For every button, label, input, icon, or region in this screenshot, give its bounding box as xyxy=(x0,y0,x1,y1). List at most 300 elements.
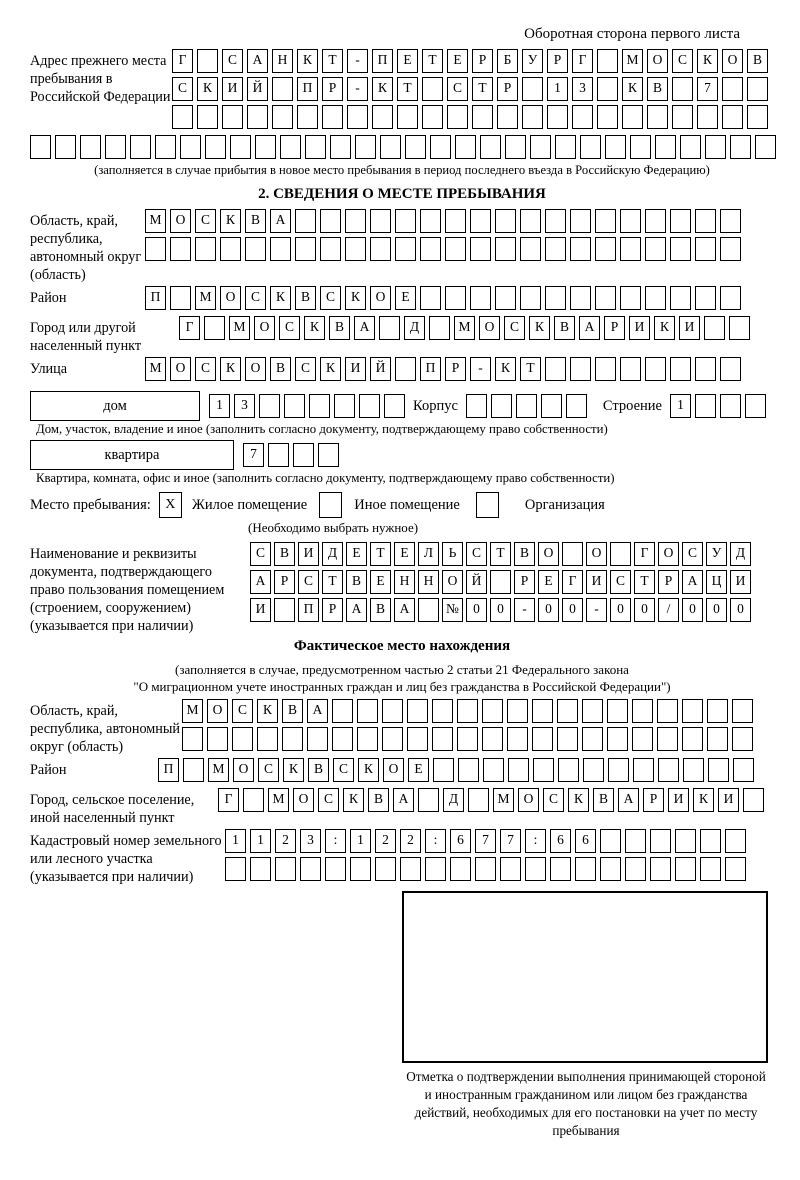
confirmation-stamp-box xyxy=(402,891,768,1063)
char-grid-row xyxy=(145,357,741,381)
char-cell: О xyxy=(647,49,668,73)
char-grid-row xyxy=(182,727,753,751)
char-cell: У xyxy=(522,49,543,73)
stay-type-note: (Необходимо выбрать нужное) xyxy=(248,520,419,535)
char-cell xyxy=(395,357,416,381)
char-cell xyxy=(407,727,428,751)
char-grid-row xyxy=(145,286,741,310)
char-cell: Т xyxy=(520,357,541,381)
char-cell xyxy=(425,857,446,881)
char-cell xyxy=(422,105,443,129)
char-cell: П xyxy=(158,758,179,782)
char-cell xyxy=(418,598,439,622)
field-district xyxy=(30,286,774,314)
char-cell xyxy=(645,286,666,310)
char-cell xyxy=(682,699,703,723)
char-cell: 0 xyxy=(682,598,703,622)
char-cell xyxy=(545,237,566,261)
char-cell xyxy=(400,857,421,881)
char-cell: О xyxy=(586,542,607,566)
char-cell: Т xyxy=(322,49,343,73)
char-cell xyxy=(243,788,264,812)
char-cell: К xyxy=(320,357,341,381)
char-cell xyxy=(720,286,741,310)
char-cell xyxy=(420,286,441,310)
char-cell: К xyxy=(372,77,393,101)
previous-address-caption: (заполняется в случае прибытия в новое место пребывания в период последнего въезда в Российскую Федерацию) xyxy=(94,163,710,177)
char-cell: Н xyxy=(394,570,415,594)
char-cell xyxy=(533,758,554,782)
char-grid-row xyxy=(250,570,751,594)
char-cell: П xyxy=(420,357,441,381)
char-cell xyxy=(516,394,537,418)
char-cell: С xyxy=(610,570,631,594)
char-cell xyxy=(372,105,393,129)
char-cell: - xyxy=(470,357,491,381)
char-cell xyxy=(645,237,666,261)
char-cell xyxy=(466,394,487,418)
char-grid-row xyxy=(250,542,751,566)
char-cell xyxy=(350,857,371,881)
char-cell xyxy=(450,857,471,881)
char-cell: И xyxy=(586,570,607,594)
char-cell xyxy=(562,542,583,566)
char-cell: О xyxy=(538,542,559,566)
char-cell: И xyxy=(668,788,689,812)
char-cell xyxy=(382,727,403,751)
char-cell xyxy=(670,357,691,381)
char-cell: П xyxy=(372,49,393,73)
char-cell: 1 xyxy=(670,394,691,418)
char-cell xyxy=(655,135,676,159)
char-cell xyxy=(172,105,193,129)
char-cell xyxy=(695,357,716,381)
char-cell xyxy=(600,829,621,853)
char-cell xyxy=(708,758,729,782)
char-cell: Р xyxy=(445,357,466,381)
char-cell: Г xyxy=(634,542,655,566)
char-cell: Р xyxy=(274,570,295,594)
char-cell xyxy=(420,237,441,261)
char-cell xyxy=(382,699,403,723)
char-cell: А xyxy=(270,209,291,233)
char-cell xyxy=(345,237,366,261)
char-cell xyxy=(747,77,768,101)
char-cell xyxy=(645,209,666,233)
field-label: Кадастровый номер земельного или лесного участка (указывается при наличии) xyxy=(30,833,222,885)
char-cell xyxy=(470,286,491,310)
char-cell: К xyxy=(197,77,218,101)
char-cell: Е xyxy=(397,49,418,73)
char-cell xyxy=(495,237,516,261)
char-cell xyxy=(697,105,718,129)
field-label: Город или другой населенный пункт xyxy=(30,320,142,354)
char-cell: М xyxy=(208,758,229,782)
char-cell: О xyxy=(722,49,743,73)
checkbox-organizaciya xyxy=(476,492,499,518)
char-cell: К xyxy=(220,357,241,381)
char-cell xyxy=(522,105,543,129)
char-cell xyxy=(695,237,716,261)
char-cell xyxy=(657,727,678,751)
char-cell xyxy=(732,699,753,723)
char-cell: В xyxy=(368,788,389,812)
char-cell xyxy=(80,135,101,159)
char-cell: С xyxy=(195,357,216,381)
char-cell xyxy=(755,135,776,159)
char-cell: И xyxy=(718,788,739,812)
field-label: Область, край, республика, автономный округ (область) xyxy=(30,213,142,283)
char-cell: С xyxy=(320,286,341,310)
char-cell: В xyxy=(282,699,303,723)
char-cell: А xyxy=(346,598,367,622)
char-cell xyxy=(207,727,228,751)
char-cell xyxy=(541,394,562,418)
char-cell xyxy=(670,209,691,233)
char-cell xyxy=(180,135,201,159)
char-cell xyxy=(245,237,266,261)
char-cell: А xyxy=(250,570,271,594)
char-cell xyxy=(732,727,753,751)
field-street xyxy=(30,357,774,385)
char-cell: Й xyxy=(370,357,391,381)
char-cell: К xyxy=(257,699,278,723)
char-cell: О xyxy=(479,316,500,340)
field-label: Улица xyxy=(30,361,68,377)
checkbox-zhiloe: X xyxy=(159,492,182,518)
char-cell xyxy=(295,237,316,261)
char-grid-row xyxy=(145,209,741,233)
char-cell: Г xyxy=(179,316,200,340)
char-cell xyxy=(632,727,653,751)
char-cell xyxy=(225,857,246,881)
char-cell xyxy=(582,727,603,751)
char-cell: 7 xyxy=(475,829,496,853)
char-cell xyxy=(632,699,653,723)
char-cell xyxy=(672,77,693,101)
char-cell: К xyxy=(529,316,550,340)
char-cell: Б xyxy=(497,49,518,73)
char-cell xyxy=(695,286,716,310)
char-cell xyxy=(430,135,451,159)
char-cell: Т xyxy=(634,570,655,594)
char-cell: У xyxy=(706,542,727,566)
char-cell: Е xyxy=(447,49,468,73)
char-cell: В xyxy=(329,316,350,340)
char-cell: В xyxy=(647,77,668,101)
char-cell xyxy=(418,788,439,812)
char-cell xyxy=(550,857,571,881)
char-cell xyxy=(293,443,314,467)
char-cell: С xyxy=(672,49,693,73)
char-cell: О xyxy=(207,699,228,723)
char-cell: В xyxy=(514,542,535,566)
char-cell xyxy=(255,135,276,159)
char-cell: 3 xyxy=(300,829,321,853)
char-cell xyxy=(743,788,764,812)
char-cell: О xyxy=(658,542,679,566)
char-cell xyxy=(332,699,353,723)
char-cell xyxy=(432,727,453,751)
char-cell: М xyxy=(145,209,166,233)
char-grid-row xyxy=(218,788,764,823)
char-grid-row-fullwidth xyxy=(30,135,774,159)
char-cell xyxy=(633,758,654,782)
char-grid-row xyxy=(172,77,768,101)
char-cell xyxy=(375,857,396,881)
char-cell: Г xyxy=(218,788,239,812)
option-label-inoe: Иное помещение xyxy=(354,496,460,513)
char-cell xyxy=(170,286,191,310)
char-cell xyxy=(455,135,476,159)
char-cell xyxy=(432,699,453,723)
char-cell xyxy=(445,209,466,233)
char-cell xyxy=(620,237,641,261)
char-grid-row xyxy=(179,316,750,351)
char-cell xyxy=(580,135,601,159)
char-cell xyxy=(605,135,626,159)
char-cell: Е xyxy=(538,570,559,594)
char-cell: С xyxy=(245,286,266,310)
char-cell: И xyxy=(730,570,751,594)
char-cell: Т xyxy=(422,49,443,73)
char-cell xyxy=(232,727,253,751)
char-cell: М xyxy=(145,357,166,381)
char-cell xyxy=(320,237,341,261)
char-cell xyxy=(220,237,241,261)
char-cell xyxy=(520,237,541,261)
char-cell xyxy=(595,209,616,233)
char-cell xyxy=(247,105,268,129)
char-cell: : xyxy=(425,829,446,853)
char-cell: С xyxy=(504,316,525,340)
char-cell: К xyxy=(304,316,325,340)
char-cell xyxy=(490,570,511,594)
char-cell: / xyxy=(658,598,679,622)
char-cell: 2 xyxy=(275,829,296,853)
char-cell: 7 xyxy=(500,829,521,853)
char-cell: С xyxy=(195,209,216,233)
char-cell: К xyxy=(220,209,241,233)
char-cell xyxy=(520,286,541,310)
char-cell xyxy=(532,727,553,751)
char-cell: И xyxy=(250,598,271,622)
char-cell: Д xyxy=(730,542,751,566)
field-region xyxy=(30,209,774,284)
char-cell xyxy=(275,857,296,881)
char-cell: 3 xyxy=(572,77,593,101)
char-cell: 2 xyxy=(375,829,396,853)
char-cell xyxy=(572,105,593,129)
char-cell: К xyxy=(297,49,318,73)
char-cell: С xyxy=(333,758,354,782)
char-cell: М xyxy=(182,699,203,723)
char-cell xyxy=(745,394,766,418)
char-cell: С xyxy=(295,357,316,381)
char-cell: 1 xyxy=(209,394,230,418)
char-cell xyxy=(300,857,321,881)
char-cell: Р xyxy=(322,77,343,101)
region-grid xyxy=(145,209,741,284)
char-cell xyxy=(525,857,546,881)
char-cell xyxy=(505,135,526,159)
char-cell xyxy=(357,699,378,723)
char-cell xyxy=(729,316,750,340)
char-cell: 1 xyxy=(547,77,568,101)
char-cell xyxy=(295,209,316,233)
field-cadastre xyxy=(30,829,774,886)
char-cell: С xyxy=(543,788,564,812)
char-cell xyxy=(575,857,596,881)
char-cell xyxy=(259,394,280,418)
char-cell xyxy=(557,699,578,723)
char-cell xyxy=(325,857,346,881)
char-cell: Г xyxy=(572,49,593,73)
actual-location-title: Фактическое место нахождения xyxy=(293,638,511,654)
char-cell: Е xyxy=(408,758,429,782)
field-label: Город, сельское поселение, иной населенный пункт xyxy=(30,792,195,826)
char-cell: М xyxy=(622,49,643,73)
char-cell: Т xyxy=(322,570,343,594)
char-cell: О xyxy=(233,758,254,782)
char-cell xyxy=(595,357,616,381)
char-cell: С xyxy=(318,788,339,812)
char-cell xyxy=(545,286,566,310)
char-cell: В xyxy=(370,598,391,622)
char-cell xyxy=(355,135,376,159)
char-cell xyxy=(722,77,743,101)
char-cell xyxy=(657,699,678,723)
char-cell: И xyxy=(222,77,243,101)
char-cell: И xyxy=(679,316,700,340)
char-cell xyxy=(475,857,496,881)
char-cell xyxy=(322,105,343,129)
char-cell xyxy=(405,135,426,159)
char-cell xyxy=(445,286,466,310)
char-cell xyxy=(345,209,366,233)
char-cell xyxy=(720,394,741,418)
char-cell xyxy=(683,758,704,782)
stroenie-cells xyxy=(670,394,766,418)
char-cell: К xyxy=(343,788,364,812)
document-grid xyxy=(250,542,751,635)
char-cell: - xyxy=(586,598,607,622)
char-cell xyxy=(530,135,551,159)
char-cell xyxy=(570,237,591,261)
char-cell: М xyxy=(454,316,475,340)
char-cell: П xyxy=(297,77,318,101)
char-cell: С xyxy=(232,699,253,723)
char-cell xyxy=(500,857,521,881)
header-note: Оборотная сторона первого листа xyxy=(524,26,740,42)
char-cell: Р xyxy=(472,49,493,73)
char-cell: Е xyxy=(394,542,415,566)
char-cell: П xyxy=(298,598,319,622)
char-cell xyxy=(332,727,353,751)
char-cell xyxy=(707,699,728,723)
char-cell: И xyxy=(298,542,319,566)
char-cell xyxy=(557,727,578,751)
char-cell: С xyxy=(222,49,243,73)
char-cell: Ц xyxy=(706,570,727,594)
char-cell xyxy=(472,105,493,129)
char-cell xyxy=(675,829,696,853)
char-cell: А xyxy=(618,788,639,812)
char-cell: Р xyxy=(322,598,343,622)
char-cell xyxy=(155,135,176,159)
char-cell: № xyxy=(442,598,463,622)
field-label: Район xyxy=(30,762,67,778)
option-label-zhiloe: Жилое помещение xyxy=(191,496,308,513)
char-cell xyxy=(545,209,566,233)
char-cell: - xyxy=(514,598,535,622)
char-cell: О xyxy=(293,788,314,812)
field-label: Район xyxy=(30,290,67,306)
char-cell: Р xyxy=(514,570,535,594)
char-cell: Л xyxy=(418,542,439,566)
char-cell: В xyxy=(593,788,614,812)
char-cell: В xyxy=(245,209,266,233)
char-cell xyxy=(705,135,726,159)
field-label: Область, край, республика, автономный округ (область) xyxy=(30,703,181,755)
section2-title: 2. СВЕДЕНИЯ О МЕСТЕ ПРЕБЫВАНИЯ xyxy=(258,186,546,202)
char-cell xyxy=(558,758,579,782)
apartment-row xyxy=(30,440,774,470)
char-cell: 0 xyxy=(562,598,583,622)
char-cell: 7 xyxy=(697,77,718,101)
char-cell xyxy=(720,357,741,381)
char-cell: О xyxy=(370,286,391,310)
char-grid-row xyxy=(145,237,741,261)
char-cell: М xyxy=(229,316,250,340)
char-cell: 0 xyxy=(490,598,511,622)
char-cell: Р xyxy=(643,788,664,812)
char-grid-row xyxy=(182,699,753,723)
char-cell xyxy=(380,135,401,159)
char-cell: И xyxy=(629,316,650,340)
char-cell xyxy=(268,443,289,467)
char-cell: Д xyxy=(322,542,343,566)
char-cell: С xyxy=(298,570,319,594)
char-cell xyxy=(482,699,503,723)
char-cell: 0 xyxy=(706,598,727,622)
char-cell xyxy=(429,316,450,340)
char-cell: К xyxy=(495,357,516,381)
house-caption: Дом, участок, владение и иное (заполнить согласно документу, подтверждающему право собственности) xyxy=(36,422,608,436)
char-cell: С xyxy=(466,542,487,566)
korpus-cells xyxy=(466,394,587,418)
char-cell xyxy=(359,394,380,418)
char-cell xyxy=(482,727,503,751)
char-cell: Р xyxy=(604,316,625,340)
house-row xyxy=(30,391,774,421)
char-cell: Р xyxy=(547,49,568,73)
char-cell xyxy=(284,394,305,418)
char-cell xyxy=(274,598,295,622)
char-cell: О xyxy=(220,286,241,310)
char-cell: 0 xyxy=(538,598,559,622)
char-cell: И xyxy=(345,357,366,381)
char-cell xyxy=(257,727,278,751)
char-cell: 6 xyxy=(550,829,571,853)
char-cell xyxy=(622,105,643,129)
char-cell xyxy=(458,758,479,782)
char-grid-row xyxy=(172,105,768,129)
char-cell xyxy=(270,237,291,261)
char-cell xyxy=(607,727,628,751)
char-cell xyxy=(725,857,746,881)
char-cell: С xyxy=(250,542,271,566)
